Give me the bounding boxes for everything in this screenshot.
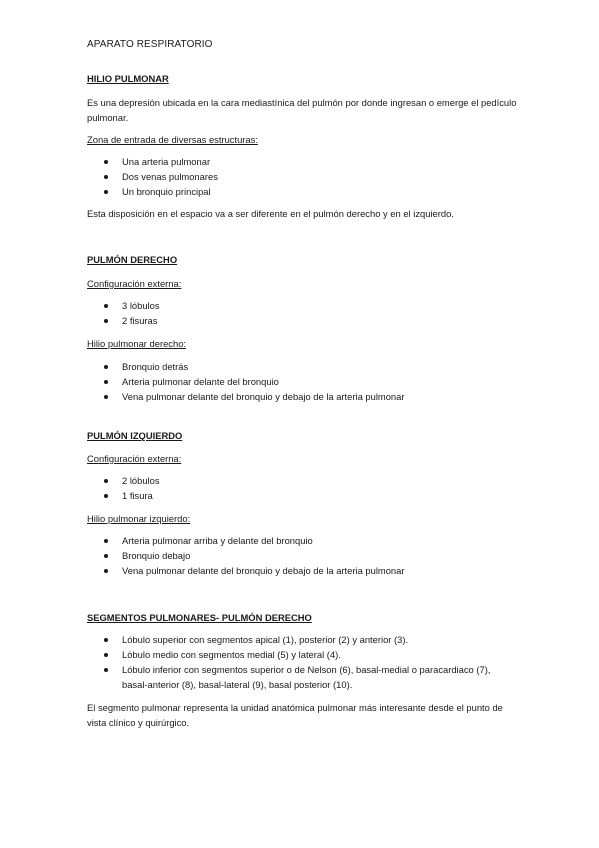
section-title-hilio: HILIO PULMONAR (87, 73, 169, 84)
derecho-hilio-label: Hilio pulmonar derecho: (87, 338, 187, 349)
hilio-zona-label-block (87, 132, 517, 147)
izquierdo-hilio-list (87, 533, 517, 578)
segmentos-note (87, 700, 517, 730)
list-item: Lóbulo superior con segmentos apical (1), posterior (2) y anterior (3). (87, 632, 517, 647)
list-item: Lóbulo inferior con segmentos superior o de Nelson (6), basal-medial o paracardiaco (7), basal-anterior (8), basal-lateral (9), basal posterior (10). (87, 662, 517, 692)
list-item: Bronquio detrás (87, 359, 517, 374)
izquierdo-config-list (87, 473, 517, 503)
hilio-note-text: Esta disposición en el espacio va a ser diferente en el pulmón derecho y en el izquierdo. (87, 208, 454, 219)
page-header: APARATO RESPIRATORIO (87, 39, 213, 50)
list-item: Bronquio debajo (87, 548, 517, 563)
section-hilio-title-block (87, 71, 517, 86)
list-item: Dos venas pulmonares (87, 169, 517, 184)
derecho-title-block (87, 252, 517, 267)
hilio-desc-text: Es una depresión ubicada en la cara mediastínica del pulmón por donde ingresan o emerge el pedículo pulmonar. (87, 97, 517, 123)
derecho-hilio-label-block (87, 336, 517, 351)
list-item: Lóbulo medio con segmentos medial (5) y lateral (4). (87, 647, 517, 662)
section-title-derecho: PULMÓN DERECHO (87, 254, 178, 265)
izquierdo-hilio-label: Hilio pulmonar izquierdo: (87, 513, 191, 524)
list-item: Vena pulmonar delante del bronquio y debajo de la arteria pulmonar (87, 389, 517, 404)
list-item: Arteria pulmonar arriba y delante del bronquio (87, 533, 517, 548)
hilio-list (87, 154, 517, 199)
hilio-description (87, 95, 517, 125)
derecho-config-label-block (87, 276, 517, 291)
segmentos-list (87, 632, 517, 692)
list-item: 1 fisura (87, 488, 517, 503)
list-item: Arteria pulmonar delante del bronquio (87, 374, 517, 389)
list-item: 2 fisuras (87, 313, 517, 328)
list-item: 3 lóbulos (87, 298, 517, 313)
izquierdo-config-label-block (87, 451, 517, 466)
segmentos-title-block (87, 610, 517, 625)
izquierdo-config-label: Configuración externa: (87, 453, 182, 464)
section-title-izquierdo: PULMÓN IZQUIERDO (87, 430, 183, 441)
derecho-hilio-list (87, 359, 517, 404)
list-item: 2 lóbulos (87, 473, 517, 488)
list-item: Un bronquio principal (87, 184, 517, 199)
list-item: Una arteria pulmonar (87, 154, 517, 169)
hilio-note (87, 206, 517, 221)
derecho-config-list (87, 298, 517, 328)
derecho-config-label: Configuración externa: (87, 278, 182, 289)
izquierdo-title-block (87, 428, 517, 443)
segmentos-note-text: El segmento pulmonar representa la unidad anatómica pulmonar más interesante desde el punto de vista clínico y quirúrgico. (87, 702, 503, 728)
list-item: Vena pulmonar delante del bronquio y debajo de la arteria pulmonar (87, 563, 517, 578)
section-title-segmentos: SEGMENTOS PULMONARES- PULMÓN DERECHO (87, 612, 312, 623)
hilio-zona-label: Zona de entrada de diversas estructuras: (87, 134, 258, 145)
izquierdo-hilio-label-block (87, 511, 517, 526)
